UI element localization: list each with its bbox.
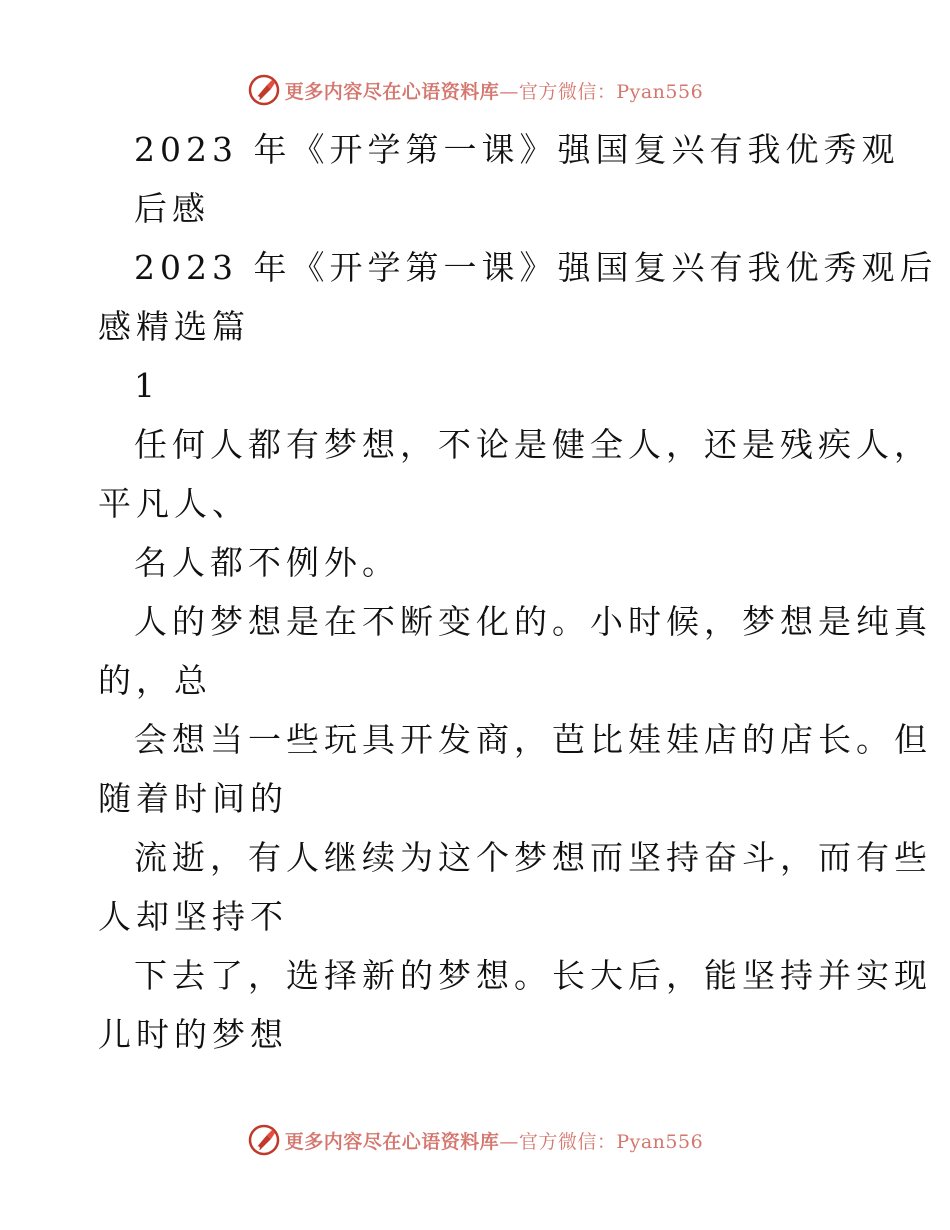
document-body [98,120,938,1064]
watermark-official-label: 官方微信： [518,80,617,103]
footer-watermark [0,1120,950,1160]
doc-line: 人却坚持不 [98,897,288,936]
doc-line: 下去了，选择新的梦想。长大后，能坚持并实现 [134,956,932,995]
doc-line: 儿时的梦想 [98,1015,288,1054]
pen-nib-logo-icon [247,73,281,107]
doc-line: 任何人都有梦想，不论是健全人，还是残疾人， [134,425,932,464]
header-watermark [0,70,950,110]
doc-line: 2023 年《开学第一课》强国复兴有我优秀观 [134,130,900,169]
watermark-main-text: 更多内容尽在心语资料库 [284,1130,500,1153]
doc-line: 人的梦想是在不断变化的。小时候，梦想是纯真 [134,602,932,641]
doc-line: 平凡人、 [98,484,250,523]
watermark-wechat-id: Pyan556 [616,1130,704,1153]
doc-line: 后感 [134,189,210,228]
doc-line: 2023 年《开学第一课》强国复兴有我优秀观后 [134,248,938,287]
watermark-wechat-id: Pyan556 [616,80,704,103]
doc-line: 1 [134,366,160,405]
doc-line: 名人都不例外。 [134,543,400,582]
watermark-dash: — [499,80,519,103]
watermark-dash: — [499,1130,519,1153]
doc-line: 感精选篇 [98,307,250,346]
watermark-official-label: 官方微信： [518,1130,617,1153]
doc-line: 流逝，有人继续为这个梦想而坚持奋斗，而有些 [134,838,932,877]
doc-line: 随着时间的 [98,779,288,818]
doc-line: 会想当一些玩具开发商，芭比娃娃店的店长。但 [134,720,932,759]
doc-line: 的，总 [98,661,212,700]
pen-nib-logo-icon [247,1123,281,1157]
watermark-main-text: 更多内容尽在心语资料库 [284,80,500,103]
